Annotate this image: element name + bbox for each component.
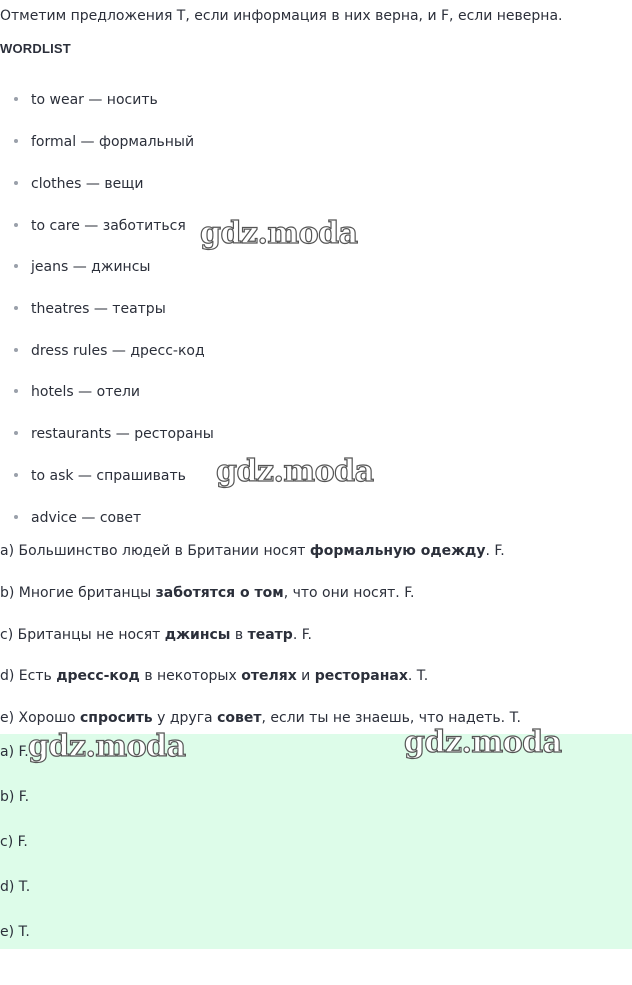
bullet-icon bbox=[14, 181, 18, 185]
answer-a: a) F. bbox=[0, 744, 29, 760]
list-item: to care — заботиться bbox=[14, 217, 186, 235]
list-item: restaurants — рестораны bbox=[14, 425, 214, 443]
answer-box bbox=[0, 734, 632, 949]
list-item: to wear — носить bbox=[14, 91, 158, 109]
answer-d: d) T. bbox=[0, 879, 31, 895]
list-item: formal — формальный bbox=[14, 133, 194, 151]
instruction-text: Отметим предложения T, если информация в них верна, и F, если неверна. bbox=[0, 8, 563, 24]
bullet-icon bbox=[14, 473, 18, 477]
bullet-icon bbox=[14, 431, 18, 435]
list-item: dress rules — дресс-код bbox=[14, 342, 205, 360]
wordlist-heading: WORDLIST bbox=[0, 41, 71, 56]
bullet-icon bbox=[14, 306, 18, 310]
list-item: advice — совет bbox=[14, 509, 141, 527]
watermark: gdz.moda bbox=[28, 729, 186, 764]
bullet-icon bbox=[14, 97, 18, 101]
list-item: to ask — спрашивать bbox=[14, 467, 186, 485]
answer-c: c) F. bbox=[0, 834, 28, 850]
statement-b: b) Многие британцы заботятся о том, что они носят. F. bbox=[0, 585, 415, 601]
statement-c: c) Британцы не носят джинсы в театр. F. bbox=[0, 627, 312, 643]
list-item: hotels — отели bbox=[14, 383, 140, 401]
answer-e: e) T. bbox=[0, 924, 30, 940]
statement-a: a) Большинство людей в Британии носят формальную одежду. F. bbox=[0, 543, 505, 559]
list-item: theatres — театры bbox=[14, 300, 166, 318]
bullet-icon bbox=[14, 515, 18, 519]
answer-b: b) F. bbox=[0, 789, 30, 805]
bullet-icon bbox=[14, 264, 18, 268]
watermark: gdz.moda bbox=[404, 725, 562, 760]
list-item: jeans — джинсы bbox=[14, 258, 150, 276]
list-item: clothes — вещи bbox=[14, 175, 143, 193]
bullet-icon bbox=[14, 348, 18, 352]
statement-e: e) Хорошо спросить у друга совет, если ты не знаешь, что надеть. T. bbox=[0, 710, 521, 726]
watermark: gdz.moda bbox=[200, 216, 358, 251]
bullet-icon bbox=[14, 223, 18, 227]
watermark: gdz.moda bbox=[216, 454, 374, 489]
bullet-icon bbox=[14, 139, 18, 143]
statement-d: d) Есть дресс-код в некоторых отелях и ресторанах. T. bbox=[0, 668, 429, 684]
bullet-icon bbox=[14, 389, 18, 393]
